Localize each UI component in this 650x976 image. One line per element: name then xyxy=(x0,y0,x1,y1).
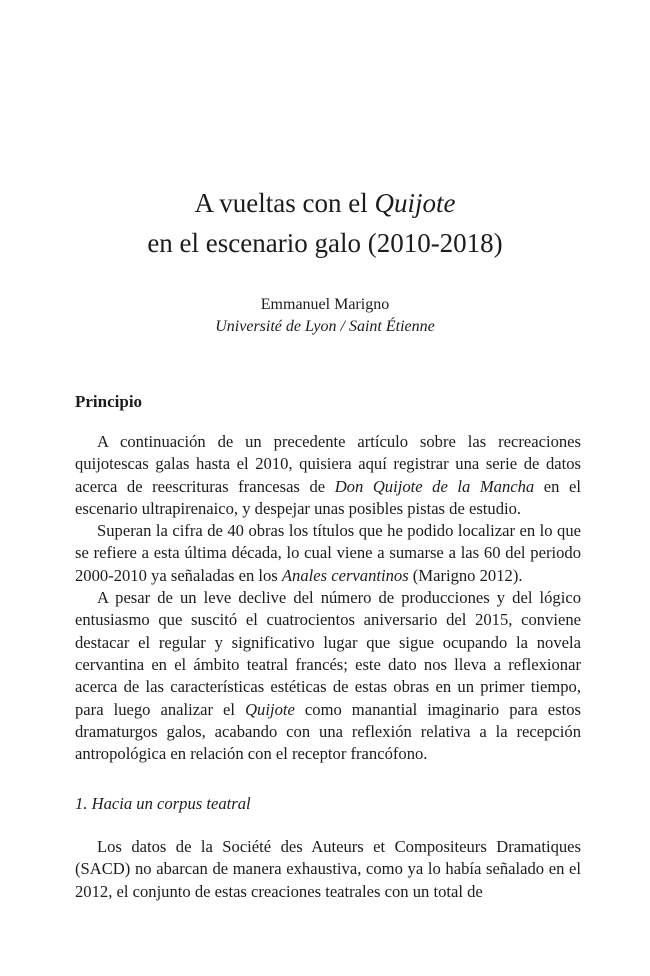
section-heading-principio: Principio xyxy=(75,392,143,411)
paragraph-1: A continuación de un precedente artículo sobre las recreaciones quijotescas galas hasta el 2010, quisiera aquí registrar una serie de datos acerca de reescrituras francesas de Don Quijote de la Mancha en el escenario ultrapirenaico, y despejar unas posibles pistas de estudio. xyxy=(75,432,581,518)
chapter-title-italic-work: Quijote xyxy=(374,188,456,218)
chapter-title xyxy=(0,183,650,263)
paragraph-2: Superan la cifra de 40 obras los títulos que he podido localizar en lo que se refiere a esta última década, lo cual viene a sumarse a las 60 del periodo 2000-2010 ya señaladas en los Anales cervantinos (Marigno 2012). xyxy=(75,521,581,585)
section-heading-corpus: 1. Hacia un corpus teatral xyxy=(75,794,251,813)
section-corpus-body xyxy=(75,836,581,903)
paragraph-4: Los datos de la Société des Auteurs et Compositeurs Dramatiques (SACD) no abarcan de manera exhaustiva, como ya lo había señalado en el 2012, el conjunto de estas creaciones teatrales con un total de xyxy=(75,837,581,901)
paragraph-3: A pesar de un leve declive del número de producciones y del lógico entusiasmo que suscitó el cuatrocientos aniversario del 2015, conviene destacar el regular y significativo lugar que sigue ocupando la novela cervantina en el ámbito teatral francés; este dato nos lleva a reflexionar acerca de las características estéticas de estas obras en un primer tiempo, para luego analizar el Quijote como manantial imaginario para estos dramaturgos galos, acabando con una reflexión relativa a la recepción antropológica en relación con el receptor francófono. xyxy=(75,588,581,764)
chapter-title-prefix: A vueltas con el xyxy=(194,188,375,218)
chapter-title-line-1 xyxy=(0,183,650,223)
section-principio-body xyxy=(75,431,581,765)
author-name: Emmanuel Marigno xyxy=(260,296,390,313)
author-block xyxy=(0,294,650,338)
chapter-title-line-2: en el escenario galo (2010-2018) xyxy=(147,228,503,258)
author-affiliation: Université de Lyon / Saint Étienne xyxy=(215,318,435,335)
